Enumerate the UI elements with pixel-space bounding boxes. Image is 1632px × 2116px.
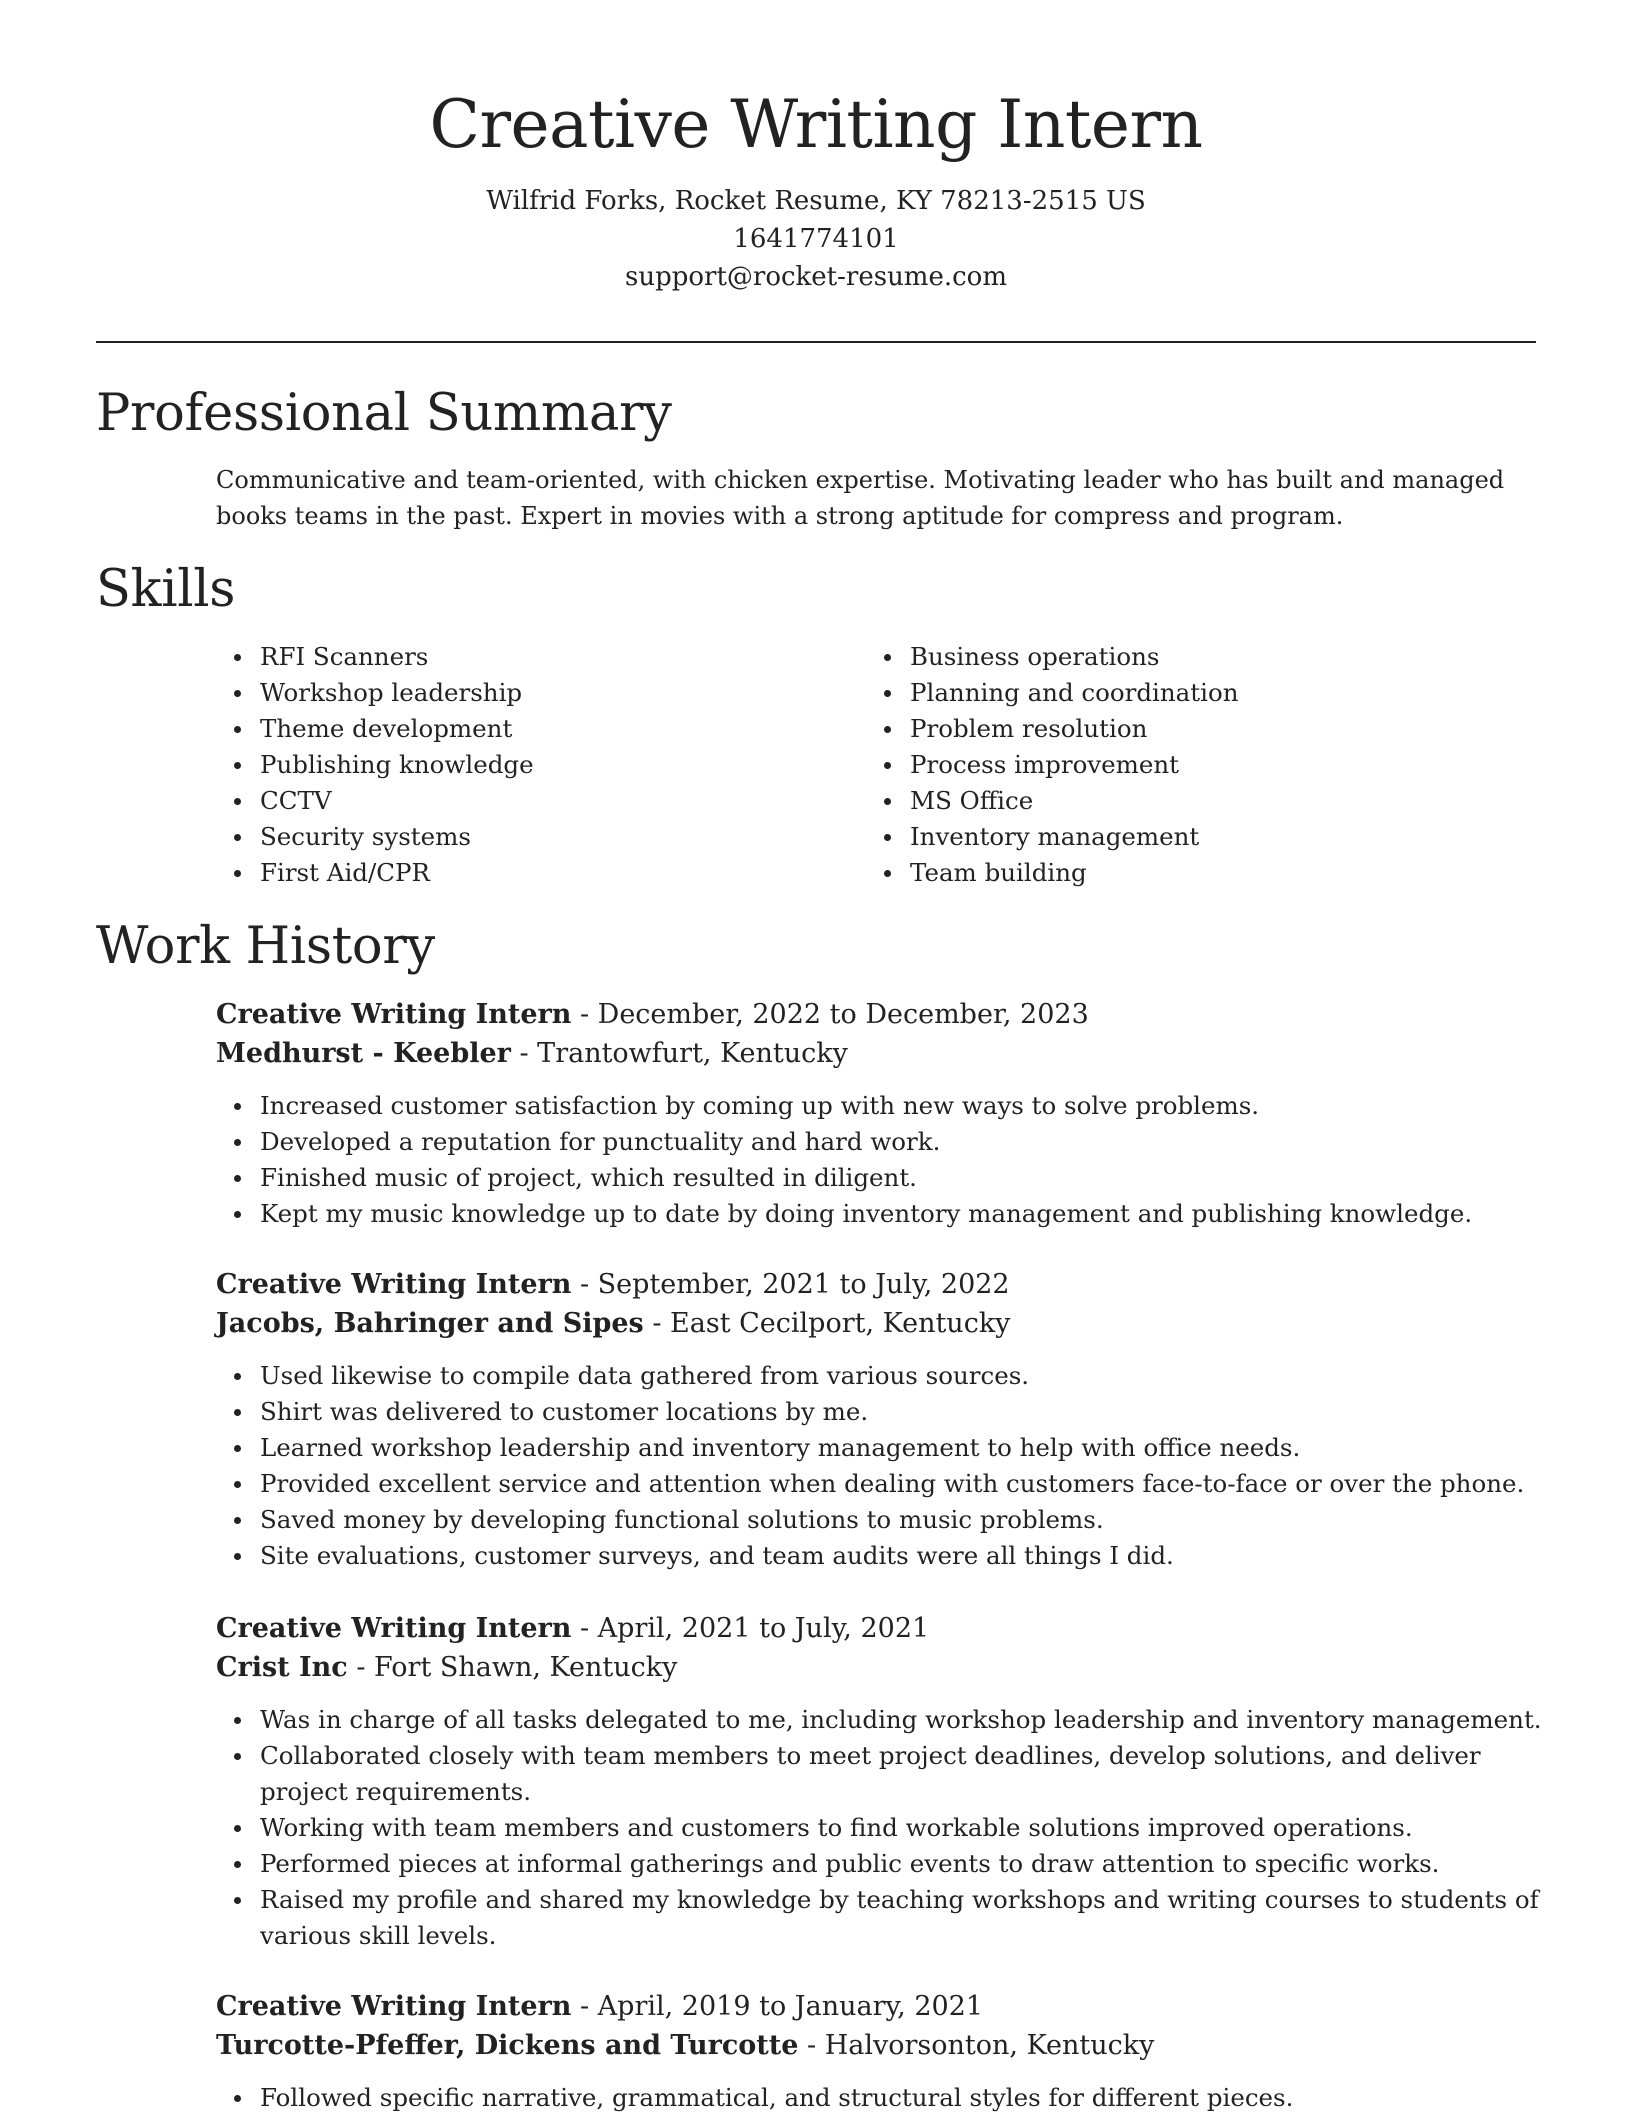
phone: 1641774101	[733, 224, 899, 254]
job-location: - Fort Shawn, Kentucky	[347, 1652, 678, 1683]
job-company: Jacobs, Bahringer and Sipes	[216, 1308, 644, 1339]
summary-text: Communicative and team-oriented, with chicken expertise. Motivating leader who has built and managed books teams in the past. Expert in movies with a strong aptitude for compress and program.	[216, 466, 1505, 530]
job-bullet: Saved money by developing functional solutions to music problems.	[216, 1502, 1546, 1538]
job-dates: - April, 2021 to July, 2021	[571, 1613, 930, 1644]
job-bullet: Kept my music knowledge up to date by doing inventory management and publishing knowledge.	[216, 1196, 1546, 1232]
job-bullet: Raised my profile and shared my knowledge by teaching workshops and writing courses to students of various skill levels.	[216, 1882, 1546, 1954]
job-title-line	[216, 1610, 1546, 1648]
job-bullet: Increased customer satisfaction by coming up with new ways to solve problems.	[216, 1088, 1546, 1124]
job-bullet: Finished music of project, which resulted in diligent.	[216, 1160, 1546, 1196]
job-bullet: Followed specific narrative, grammatical, and structural styles for different pieces.	[216, 2080, 1546, 2116]
job-entry	[216, 1610, 1546, 1954]
skill-item: Theme development	[216, 711, 534, 747]
job-company-line	[216, 2026, 1546, 2066]
job-role: Creative Writing Intern	[216, 999, 572, 1030]
job-title-line	[216, 1988, 1546, 2026]
job-company: Turcotte-Pfeffer, Dickens and Turcotte	[216, 2030, 799, 2061]
job-bullet: Collaborated closely with team members to meet project deadlines, develop solutions, and deliver project requirements.	[216, 1738, 1546, 1810]
job-role: Creative Writing Intern	[216, 1613, 572, 1644]
contact-info	[0, 182, 1632, 296]
skills-list-right	[866, 639, 1238, 891]
job-entry	[216, 996, 1546, 1232]
job-bullet: Performed pieces at informal gatherings and public events to draw attention to specific works.	[216, 1846, 1546, 1882]
job-bullet: Working with team members and customers to find workable solutions improved operations.	[216, 1810, 1546, 1846]
skill-item: Problem resolution	[866, 711, 1238, 747]
job-bullet: Used likewise to compile data gathered from various sources.	[216, 1358, 1546, 1394]
job-role: Creative Writing Intern	[216, 1269, 572, 1300]
job-role: Creative Writing Intern	[216, 1991, 572, 2022]
job-bullet: Developed a reputation for punctuality and hard work.	[216, 1124, 1546, 1160]
job-location: - Trantowfurt, Kentucky	[510, 1038, 848, 1069]
skill-item: First Aid/CPR	[216, 855, 534, 891]
job-company-line	[216, 1304, 1546, 1344]
job-bullet: Site evaluations, customer surveys, and team audits were all things I did.	[216, 1538, 1546, 1574]
job-location: - Halvorsonton, Kentucky	[798, 2030, 1155, 2061]
job-bullets	[216, 2080, 1546, 2116]
skill-item: Process improvement	[866, 747, 1238, 783]
job-title-line	[216, 1266, 1546, 1304]
job-bullets	[216, 1702, 1546, 1954]
work-history-heading: Work History	[96, 917, 435, 976]
job-dates: - December, 2022 to December, 2023	[571, 999, 1089, 1030]
job-bullets	[216, 1358, 1546, 1574]
skill-item: Inventory management	[866, 819, 1238, 855]
job-dates: - April, 2019 to January, 2021	[571, 1991, 984, 2022]
candidate-name: Creative Writing Intern	[429, 86, 1203, 163]
job-entry	[216, 1266, 1546, 1574]
skill-item: CCTV	[216, 783, 534, 819]
email: support@rocket-resume.com	[624, 262, 1007, 292]
header-divider	[96, 341, 1536, 343]
job-bullet: Shirt was delivered to customer locations by me.	[216, 1394, 1546, 1430]
job-company: Crist Inc	[216, 1652, 348, 1683]
skill-item: Security systems	[216, 819, 534, 855]
skills-heading: Skills	[96, 560, 236, 619]
job-bullet: Learned workshop leadership and inventory management to help with office needs.	[216, 1430, 1546, 1466]
job-dates: - September, 2021 to July, 2022	[571, 1269, 1010, 1300]
job-entry	[216, 1988, 1546, 2116]
skill-item: Team building	[866, 855, 1238, 891]
skill-item: Business operations	[866, 639, 1238, 675]
skill-item: Planning and coordination	[866, 675, 1238, 711]
skills-list-left	[216, 639, 534, 891]
job-location: - East Cecilport, Kentucky	[643, 1308, 1011, 1339]
skill-item: RFI Scanners	[216, 639, 534, 675]
job-company-line	[216, 1034, 1546, 1074]
job-bullet: Provided excellent service and attention when dealing with customers face-to-face or over the phone.	[216, 1466, 1546, 1502]
address: Wilfrid Forks, Rocket Resume, KY 78213-2515 US	[486, 186, 1146, 216]
skill-item: MS Office	[866, 783, 1238, 819]
job-title-line	[216, 996, 1546, 1034]
summary-heading: Professional Summary	[96, 384, 672, 443]
job-company-line	[216, 1648, 1546, 1688]
skill-item: Workshop leadership	[216, 675, 534, 711]
job-bullets	[216, 1088, 1546, 1232]
resume-header	[0, 80, 1632, 296]
job-bullet: Was in charge of all tasks delegated to me, including workshop leadership and inventory management.	[216, 1702, 1546, 1738]
job-company: Medhurst - Keebler	[216, 1038, 511, 1069]
skill-item: Publishing knowledge	[216, 747, 534, 783]
